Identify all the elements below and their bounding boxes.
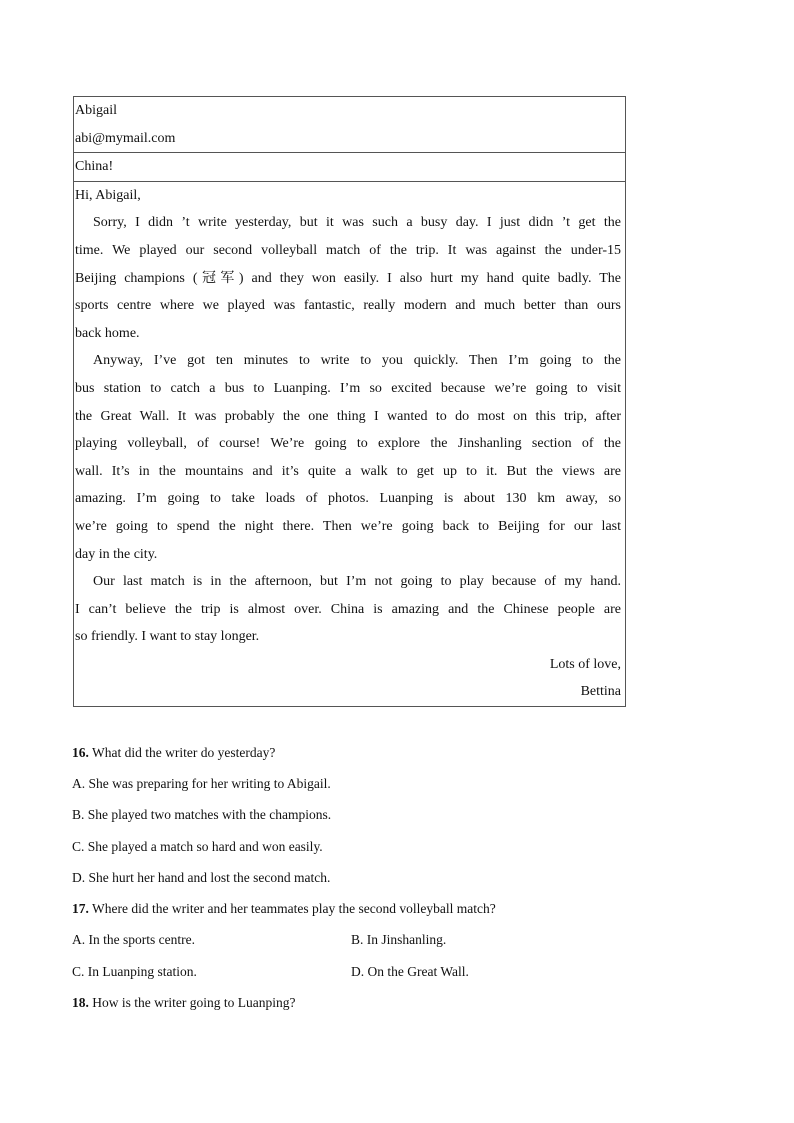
letter-header xyxy=(74,97,625,153)
letter-line: I can’t believe the trip is almost over. China is amazing and the Chinese people are xyxy=(75,601,621,617)
letter-line: wall. It’s in the mountains and it’s quite a walk to get up to it. But the views are xyxy=(75,463,621,479)
letter-line: sports centre where we played was fantastic, really modern and much better than ours xyxy=(75,298,621,314)
from-email: abi@mymail.com xyxy=(75,130,176,146)
question-text: How is the writer going to Luanping? xyxy=(88,995,296,1010)
question-text: Where did the writer and her teammates play the second volleyball match? xyxy=(88,901,496,916)
letter-closing: Lots of love, xyxy=(549,656,621,672)
letter-line: Our last match is in the afternoon, but I’m not going to play because of my hand. xyxy=(93,574,621,590)
option-16-a: A. She was preparing for her writing to Abigail. xyxy=(72,776,331,791)
letter-line: day in the city. xyxy=(75,546,158,562)
letter-greeting: Hi, Abigail, xyxy=(75,187,141,203)
letter-line: back home. xyxy=(75,325,140,341)
letter-line: bus station to catch a bus to Luanping. I’m so excited because we’re going to visit xyxy=(75,380,621,396)
question-16 xyxy=(72,744,275,762)
option-16-c: C. She played a match so hard and won easily. xyxy=(72,839,323,854)
letter-subject-row xyxy=(74,153,625,182)
letter-line: we’re going to spend the night there. Then we’re going back to Beijing for our last xyxy=(75,518,621,534)
letter-signature: Bettina xyxy=(580,684,621,700)
letter-line: Anyway, I’ve got ten minutes to write to you quickly. Then I’m going to the xyxy=(93,353,621,369)
question-number: 18. xyxy=(72,995,89,1010)
question-18 xyxy=(72,994,295,1012)
letter-box xyxy=(73,96,626,707)
letter-body xyxy=(74,182,625,706)
question-text: What did the writer do yesterday? xyxy=(88,745,276,760)
letter-subject: China! xyxy=(75,159,114,175)
from-name: Abigail xyxy=(75,103,117,118)
letter-line: the Great Wall. It was probably the one thing I wanted to do most on this trip, after xyxy=(75,408,621,424)
letter-line: time. We played our second volleyball match of the trip. It was against the under-15 xyxy=(75,242,621,258)
option-17-b: B. In Jinshanling. xyxy=(351,932,447,947)
letter-line: Beijing champions (冠军) and they won easily. I also hurt my hand quite badly. The xyxy=(75,270,621,286)
question-17 xyxy=(72,900,496,918)
option-16-b: B. She played two matches with the champions. xyxy=(72,807,332,822)
option-17-d: D. On the Great Wall. xyxy=(351,964,469,979)
option-17-a: A. In the sports centre. xyxy=(72,932,195,947)
option-16-d: D. She hurt her hand and lost the second match. xyxy=(72,870,331,885)
letter-line: playing volleyball, of course! We’re going to explore the Jinshanling section of the xyxy=(75,436,621,452)
letter-line: amazing. I’m going to take loads of photos. Luanping is about 130 km away, so xyxy=(75,491,621,507)
letter-line: so friendly. I want to stay longer. xyxy=(75,629,260,645)
option-17-c: C. In Luanping station. xyxy=(72,964,197,979)
question-number: 17. xyxy=(72,901,89,916)
letter-line: Sorry, I didn ’t write yesterday, but it was such a busy day. I just didn ’t get the xyxy=(93,215,621,231)
question-number: 16. xyxy=(72,745,89,760)
